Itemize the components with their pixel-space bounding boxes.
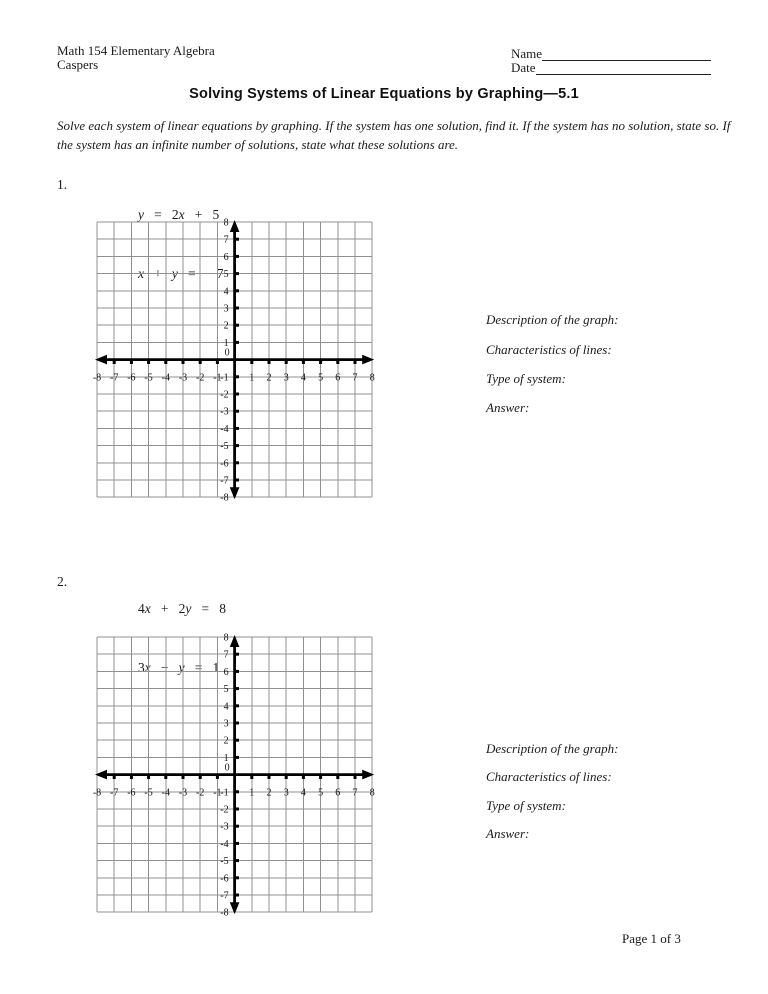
svg-text:6: 6 (223, 251, 229, 263)
svg-text:-4: -4 (220, 423, 229, 435)
svg-text:-5: -5 (220, 441, 229, 453)
course-title: Math 154 Elementary Algebra (57, 43, 215, 58)
svg-text:4: 4 (223, 701, 229, 713)
svg-text:1: 1 (249, 372, 255, 384)
svg-text:-3: -3 (220, 821, 229, 833)
svg-text:5: 5 (223, 684, 229, 696)
svg-text:-2: -2 (220, 804, 229, 816)
date-label: Date (511, 60, 536, 75)
svg-text:-6: -6 (127, 787, 136, 799)
coordinate-grid-problem-1 (87, 216, 383, 508)
svg-text:2: 2 (266, 372, 272, 384)
svg-text:5: 5 (223, 269, 229, 281)
svg-text:-6: -6 (127, 372, 136, 384)
problem-1-prompt-description: Description of the graph: (486, 312, 619, 327)
svg-text:-3: -3 (178, 372, 188, 384)
svg-text:-5: -5 (220, 856, 229, 868)
date-blank-line (536, 61, 711, 75)
svg-text:3: 3 (283, 787, 289, 799)
svg-text:8: 8 (369, 372, 375, 384)
svg-text:6: 6 (335, 787, 341, 799)
svg-text:7: 7 (223, 649, 229, 661)
svg-text:-3: -3 (220, 406, 229, 418)
svg-text:8: 8 (369, 787, 375, 799)
svg-text:7: 7 (352, 787, 358, 799)
problem-1-equation-2: x + y = − 7 (138, 265, 224, 281)
svg-text:4: 4 (300, 372, 306, 384)
svg-text:-8: -8 (220, 907, 229, 919)
name-field (511, 46, 711, 61)
instructor-name: Caspers (57, 57, 99, 72)
problem-2-prompt-characteristics: Characteristics of lines: (486, 769, 612, 784)
page-number: Page 1 of 3 (622, 931, 681, 946)
svg-text:1: 1 (249, 787, 255, 799)
svg-text:-5: -5 (144, 787, 153, 799)
svg-text:8: 8 (223, 217, 229, 229)
svg-text:3: 3 (283, 372, 289, 384)
problem-2-equation-2: 3x − y = 1 (138, 659, 220, 675)
problem-1-prompt-type: Type of system: (486, 371, 566, 386)
svg-text:-8: -8 (92, 787, 102, 799)
problem-2-equation-1: 4x + 2y = 8 (138, 601, 226, 616)
svg-text:-1: -1 (213, 787, 222, 799)
svg-text:-7: -7 (110, 372, 119, 384)
name-label: Name (511, 46, 543, 61)
problem-1-equation-1: y = 2x + 5 (138, 207, 220, 222)
svg-text:-1: -1 (220, 787, 229, 799)
worksheet-title: Solving Systems of Linear Equations by Graphing—5.1 (189, 86, 579, 102)
svg-text:7: 7 (223, 234, 229, 246)
instructions-line-2: the system has an infinite number of solutions, state what these solutions are. (57, 137, 459, 152)
name-blank-line (542, 47, 711, 61)
svg-text:3: 3 (223, 718, 229, 730)
svg-text:2: 2 (266, 787, 272, 799)
svg-text:5: 5 (318, 372, 324, 384)
svg-text:-2: -2 (220, 389, 229, 401)
problem-2-number: 2. (57, 574, 68, 589)
svg-text:6: 6 (335, 372, 341, 384)
svg-text:2: 2 (223, 320, 229, 332)
problem-2-prompt-description: Description of the graph: (486, 741, 619, 756)
svg-text:3: 3 (223, 303, 229, 315)
svg-text:-4: -4 (161, 372, 170, 384)
svg-text:-8: -8 (220, 492, 229, 504)
problem-1-number: 1. (57, 177, 68, 192)
svg-text:0: 0 (224, 762, 230, 774)
svg-text:8: 8 (223, 632, 229, 644)
svg-text:-1: -1 (213, 372, 222, 384)
svg-text:-2: -2 (196, 372, 205, 384)
svg-text:-7: -7 (220, 890, 229, 902)
svg-text:-7: -7 (110, 787, 119, 799)
svg-text:1: 1 (223, 337, 229, 349)
svg-text:-8: -8 (92, 372, 102, 384)
svg-text:-5: -5 (144, 372, 153, 384)
svg-text:-3: -3 (178, 787, 188, 799)
svg-text:4: 4 (223, 286, 229, 298)
date-field (511, 60, 711, 75)
svg-text:-6: -6 (220, 873, 229, 885)
problem-1-prompt-characteristics: Characteristics of lines: (486, 342, 612, 357)
problem-2-prompt-answer: Answer: (486, 826, 530, 841)
svg-text:6: 6 (223, 666, 229, 678)
svg-text:-1: -1 (220, 372, 229, 384)
svg-text:5: 5 (318, 787, 324, 799)
svg-text:-4: -4 (161, 787, 170, 799)
svg-text:7: 7 (352, 372, 358, 384)
svg-text:4: 4 (300, 787, 306, 799)
svg-text:-6: -6 (220, 458, 229, 470)
svg-text:-7: -7 (220, 475, 229, 487)
svg-text:-4: -4 (220, 838, 229, 850)
coordinate-grid-problem-2 (87, 631, 383, 923)
svg-text:2: 2 (223, 735, 229, 747)
problem-1-prompt-answer: Answer: (486, 400, 530, 415)
svg-text:1: 1 (223, 752, 229, 764)
svg-text:-2: -2 (196, 787, 205, 799)
problem-2-prompt-type: Type of system: (486, 798, 566, 813)
svg-text:0: 0 (224, 347, 230, 359)
instructions-line-1: Solve each system of linear equations by graphing. If the system has one solution, find it. If the system has no solution, state so. If (57, 118, 731, 133)
